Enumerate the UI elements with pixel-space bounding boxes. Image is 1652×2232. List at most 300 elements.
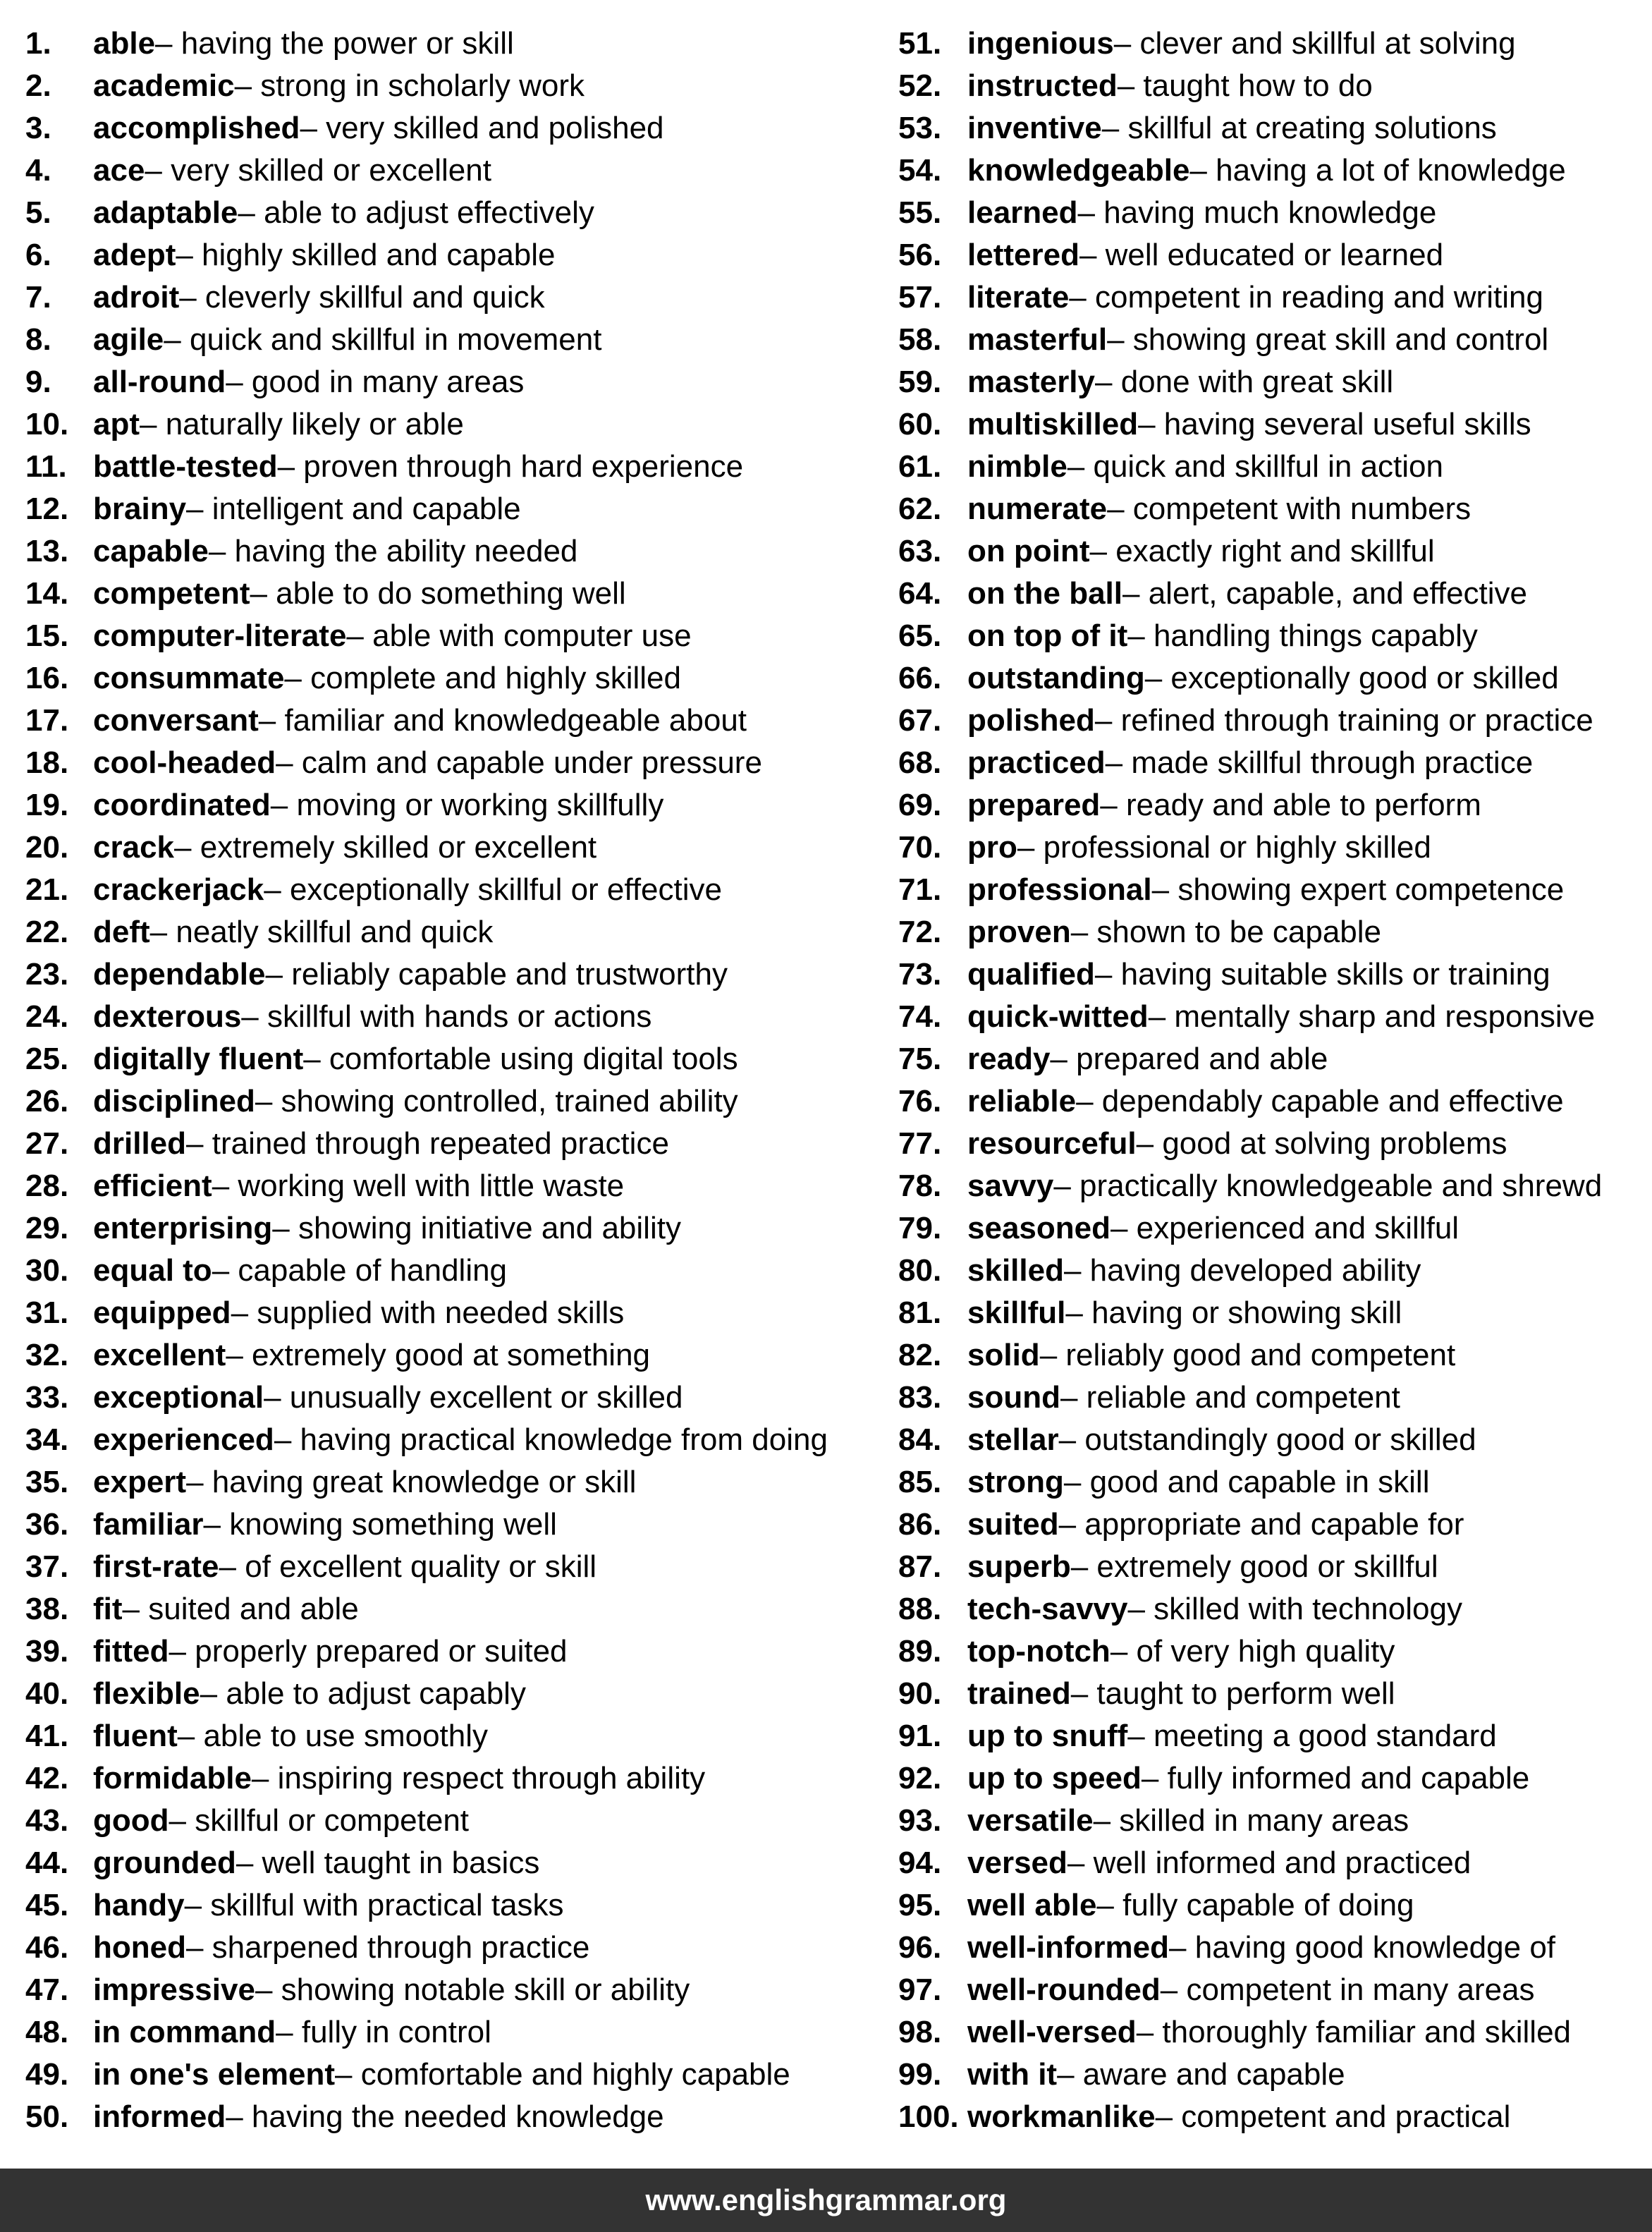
item-number: 58.	[898, 322, 942, 357]
item-definition: – highly skilled and capable	[176, 238, 556, 272]
item-word: pro	[967, 830, 1017, 865]
list-item	[25, 1842, 871, 1884]
item-word: outstanding	[967, 661, 1145, 695]
item-number: 14.	[25, 576, 69, 611]
item-number: 74.	[898, 999, 942, 1034]
item-number: 64.	[898, 576, 942, 611]
item-definition: – taught how to do	[1117, 68, 1373, 103]
item-word: fluent	[93, 1719, 178, 1753]
item-definition: – meeting a good standard	[1127, 1719, 1497, 1753]
item-word: familiar	[93, 1507, 204, 1542]
item-definition: – skilled with technology	[1127, 1592, 1462, 1626]
item-word: battle-tested	[93, 449, 278, 484]
list-item	[898, 996, 1646, 1038]
list-item	[898, 1292, 1646, 1334]
item-number: 75.	[898, 1042, 942, 1076]
list-item	[25, 996, 871, 1038]
item-definition: – outstandingly good or skilled	[1058, 1422, 1476, 1457]
item-number: 27.	[25, 1126, 69, 1161]
item-definition: – having suitable skills or training	[1094, 957, 1550, 992]
item-definition: – thoroughly familiar and skilled	[1136, 2015, 1572, 2049]
item-definition: – mentally sharp and responsive	[1148, 999, 1596, 1034]
list-item	[898, 1123, 1646, 1165]
item-number: 43.	[25, 1803, 69, 1838]
item-definition: – strong in scholarly work	[234, 68, 585, 103]
item-number: 38.	[25, 1592, 69, 1626]
item-word: proven	[967, 915, 1071, 949]
item-definition: – capable of handling	[212, 1253, 508, 1288]
item-number: 51.	[898, 26, 942, 61]
item-number: 45.	[25, 1888, 69, 1922]
item-word: excellent	[93, 1338, 226, 1372]
item-number: 55.	[898, 195, 942, 230]
item-number: 41.	[25, 1719, 69, 1753]
list-item	[898, 150, 1646, 192]
item-number: 37.	[25, 1549, 69, 1584]
item-definition: – showing expert competence	[1151, 872, 1565, 907]
list-item	[25, 1250, 871, 1292]
item-number: 54.	[898, 153, 942, 188]
item-definition: – showing notable skill or ability	[255, 1972, 690, 2007]
item-word: fit	[93, 1592, 123, 1626]
item-number: 63.	[898, 534, 942, 568]
item-number: 97.	[898, 1972, 942, 2007]
item-word: ready	[967, 1042, 1051, 1076]
item-number: 31.	[25, 1295, 69, 1330]
list-item	[898, 2096, 1646, 2138]
footer-website: www.englishgrammar.org	[645, 2183, 1007, 2216]
item-definition: – competent with numbers	[1107, 492, 1471, 526]
item-definition: – refined through training or practice	[1094, 703, 1593, 738]
item-word: well-informed	[967, 1930, 1170, 1965]
list-item	[898, 65, 1646, 107]
item-word: solid	[967, 1338, 1040, 1372]
item-definition: – sharpened through practice	[185, 1930, 590, 1965]
item-number: 18.	[25, 745, 69, 780]
item-number: 15.	[25, 618, 69, 653]
list-item	[25, 1884, 871, 1927]
list-item	[898, 488, 1646, 530]
item-definition: – quick and skillful in action	[1067, 449, 1443, 484]
list-item	[25, 1630, 871, 1673]
item-number: 81.	[898, 1295, 942, 1330]
list-item	[25, 1800, 871, 1842]
item-word: flexible	[93, 1676, 200, 1711]
item-number: 94.	[898, 1846, 942, 1880]
item-definition: – trained through repeated practice	[186, 1126, 669, 1161]
item-definition: – experienced and skillful	[1110, 1211, 1460, 1245]
item-number: 11.	[25, 449, 67, 484]
item-number: 4.	[25, 153, 51, 188]
item-word: strong	[967, 1465, 1064, 1499]
list-item	[25, 403, 871, 446]
item-definition: – appropriate and capable for	[1058, 1507, 1464, 1542]
item-word: impressive	[93, 1972, 255, 2007]
item-word: seasoned	[967, 1211, 1110, 1245]
item-definition: – skilled in many areas	[1093, 1803, 1409, 1838]
item-word: quick-witted	[967, 999, 1149, 1034]
item-number: 86.	[898, 1507, 942, 1542]
list-item	[898, 1884, 1646, 1927]
item-word: coordinated	[93, 788, 271, 822]
item-word: informed	[93, 2099, 226, 2134]
list-item	[25, 65, 871, 107]
list-item	[898, 1377, 1646, 1419]
list-item	[898, 953, 1646, 996]
item-definition: – working well with little waste	[212, 1169, 625, 1203]
list-item	[898, 1715, 1646, 1757]
item-definition: – fully in control	[276, 2015, 491, 2049]
item-number: 83.	[898, 1380, 942, 1415]
item-definition: – having several useful skills	[1138, 407, 1531, 441]
item-word: deft	[93, 915, 150, 949]
item-definition: – inspiring respect through ability	[251, 1761, 706, 1795]
item-definition: – aware and capable	[1057, 2057, 1345, 2092]
item-word: knowledgeable	[967, 153, 1190, 188]
item-definition: – having practical knowledge from doing	[274, 1422, 828, 1457]
list-item	[898, 107, 1646, 150]
item-number: 73.	[898, 957, 942, 992]
item-word: computer-literate	[93, 618, 347, 653]
item-word: masterly	[967, 365, 1096, 399]
item-number: 61.	[898, 449, 942, 484]
item-word: instructed	[967, 68, 1118, 103]
list-item	[898, 23, 1646, 65]
item-definition: – having much knowledge	[1077, 195, 1437, 230]
item-word: numerate	[967, 492, 1108, 526]
item-number: 59.	[898, 365, 942, 399]
item-definition: – well informed and practiced	[1067, 1846, 1471, 1880]
item-definition: – competent in reading and writing	[1069, 280, 1543, 315]
item-number: 87.	[898, 1549, 942, 1584]
item-word: inventive	[967, 111, 1102, 145]
item-definition: – prepared and able	[1050, 1042, 1328, 1076]
item-definition: – complete and highly skilled	[284, 661, 681, 695]
item-word: versed	[967, 1846, 1067, 1880]
item-number: 33.	[25, 1380, 69, 1415]
item-number: 3.	[25, 111, 51, 145]
item-definition: – good and capable in skill	[1063, 1465, 1430, 1499]
list-item	[25, 1927, 871, 1969]
item-number: 71.	[898, 872, 942, 907]
item-definition: – knowing something well	[203, 1507, 557, 1542]
item-number: 35.	[25, 1465, 69, 1499]
item-word: agile	[93, 322, 164, 357]
list-item	[898, 2011, 1646, 2054]
item-word: academic	[93, 68, 235, 103]
item-definition: – calm and capable under pressure	[276, 745, 762, 780]
item-definition: – extremely skilled or excellent	[174, 830, 597, 865]
list-item	[25, 1588, 871, 1630]
item-word: first-rate	[93, 1549, 219, 1584]
list-item	[25, 1546, 871, 1588]
list-item	[898, 615, 1646, 657]
item-number: 40.	[25, 1676, 69, 1711]
list-item	[898, 869, 1646, 911]
item-number: 6.	[25, 238, 51, 272]
item-word: dexterous	[93, 999, 242, 1034]
item-number: 96.	[898, 1930, 942, 1965]
item-number: 20.	[25, 830, 69, 865]
item-word: in one's element	[93, 2057, 335, 2092]
item-word: savvy	[967, 1169, 1054, 1203]
item-word: drilled	[93, 1126, 187, 1161]
list-item	[898, 1800, 1646, 1842]
list-item	[898, 403, 1646, 446]
item-word: on top of it	[967, 618, 1128, 653]
item-word: dependable	[93, 957, 266, 992]
item-definition: – fully informed and capable	[1141, 1761, 1530, 1795]
list-item	[898, 1080, 1646, 1123]
item-definition: – reliable and competent	[1060, 1380, 1400, 1415]
item-word: superb	[967, 1549, 1071, 1584]
item-word: disciplined	[93, 1084, 255, 1118]
item-word: conversant	[93, 703, 259, 738]
item-definition: – skillful at creating solutions	[1101, 111, 1497, 145]
item-number: 21.	[25, 872, 69, 907]
item-word: workmanlike	[967, 2099, 1156, 2134]
item-definition: – clever and skillful at solving	[1113, 26, 1516, 61]
list-item	[898, 446, 1646, 488]
list-item	[25, 2096, 871, 2138]
item-definition: – unusually excellent or skilled	[264, 1380, 683, 1415]
item-definition: – made skillful through practice	[1105, 745, 1534, 780]
item-number: 7.	[25, 280, 51, 315]
item-number: 48.	[25, 2015, 69, 2049]
item-definition: – of excellent quality or skill	[219, 1549, 597, 1584]
list-item	[25, 1123, 871, 1165]
item-number: 47.	[25, 1972, 69, 2007]
item-word: handy	[93, 1888, 185, 1922]
list-item	[25, 1504, 871, 1546]
item-word: experienced	[93, 1422, 274, 1457]
item-word: apt	[93, 407, 140, 441]
item-word: multiskilled	[967, 407, 1139, 441]
item-number: 29.	[25, 1211, 69, 1245]
item-number: 88.	[898, 1592, 942, 1626]
item-number: 99.	[898, 2057, 942, 2092]
item-number: 68.	[898, 745, 942, 780]
list-item	[25, 1334, 871, 1377]
item-definition: – comfortable using digital tools	[303, 1042, 738, 1076]
item-word: enterprising	[93, 1211, 273, 1245]
item-definition: – professional or highly skilled	[1017, 830, 1431, 865]
list-item	[898, 1673, 1646, 1715]
list-item	[25, 953, 871, 996]
item-number: 10.	[25, 407, 69, 441]
item-word: ace	[93, 153, 145, 188]
item-definition: – having the power or skill	[155, 26, 514, 61]
item-definition: – intelligent and capable	[186, 492, 521, 526]
list-item	[898, 1419, 1646, 1461]
list-item	[25, 2011, 871, 2054]
item-number: 72.	[898, 915, 942, 949]
item-word: resourceful	[967, 1126, 1137, 1161]
list-item	[25, 573, 871, 615]
item-word: versatile	[967, 1803, 1094, 1838]
item-word: adroit	[93, 280, 180, 315]
item-word: crackerjack	[93, 872, 264, 907]
item-word: sound	[967, 1380, 1060, 1415]
item-word: prepared	[967, 788, 1101, 822]
item-word: practiced	[967, 745, 1106, 780]
item-definition: – extremely good at something	[226, 1338, 651, 1372]
list-item	[898, 1038, 1646, 1080]
item-number: 39.	[25, 1634, 69, 1669]
item-definition: – supplied with needed skills	[231, 1295, 625, 1330]
list-item	[898, 1546, 1646, 1588]
item-number: 90.	[898, 1676, 942, 1711]
list-item	[898, 1250, 1646, 1292]
item-number: 44.	[25, 1846, 69, 1880]
item-number: 46.	[25, 1930, 69, 1965]
item-definition: – done with great skill	[1095, 365, 1394, 399]
item-number: 32.	[25, 1338, 69, 1372]
item-word: cool-headed	[93, 745, 276, 780]
list-item	[898, 234, 1646, 276]
item-definition: – taught to perform well	[1070, 1676, 1395, 1711]
list-item	[898, 911, 1646, 953]
item-definition: – skillful with practical tasks	[184, 1888, 564, 1922]
item-word: lettered	[967, 238, 1079, 272]
list-item	[898, 827, 1646, 869]
item-word: consummate	[93, 661, 285, 695]
list-item	[25, 742, 871, 784]
list-item	[25, 234, 871, 276]
list-item	[25, 1757, 871, 1800]
list-item	[25, 107, 871, 150]
item-definition: – exactly right and skillful	[1089, 534, 1435, 568]
item-number: 79.	[898, 1211, 942, 1245]
list-item	[25, 1419, 871, 1461]
item-number: 82.	[898, 1338, 942, 1372]
list-item	[25, 615, 871, 657]
list-item	[898, 1334, 1646, 1377]
item-number: 49.	[25, 2057, 69, 2092]
item-definition: – good in many areas	[226, 365, 525, 399]
item-definition: – neatly skillful and quick	[149, 915, 494, 949]
item-definition: – very skilled and polished	[300, 111, 664, 145]
item-word: ingenious	[967, 26, 1114, 61]
item-definition: – showing controlled, trained ability	[255, 1084, 738, 1118]
item-definition: – good at solving problems	[1136, 1126, 1507, 1161]
list-item	[25, 192, 871, 234]
item-definition: – competent and practical	[1155, 2099, 1511, 2134]
item-definition: – cleverly skillful and quick	[179, 280, 545, 315]
item-number: 12.	[25, 492, 69, 526]
item-definition: – alert, capable, and effective	[1122, 576, 1528, 611]
item-word: up to snuff	[967, 1719, 1128, 1753]
item-number: 53.	[898, 111, 942, 145]
item-definition: – ready and able to perform	[1100, 788, 1481, 822]
item-number: 67.	[898, 703, 942, 738]
item-number: 85.	[898, 1465, 942, 1499]
item-word: all-round	[93, 365, 226, 399]
list-item	[25, 911, 871, 953]
item-definition: – reliably capable and trustworthy	[265, 957, 728, 992]
item-number: 23.	[25, 957, 69, 992]
item-word: up to speed	[967, 1761, 1142, 1795]
list-item	[898, 1165, 1646, 1207]
item-word: able	[93, 26, 156, 61]
item-word: good	[93, 1803, 169, 1838]
item-number: 78.	[898, 1169, 942, 1203]
item-number: 25.	[25, 1042, 69, 1076]
item-definition: – having good knowledge of	[1169, 1930, 1556, 1965]
item-number: 80.	[898, 1253, 942, 1288]
item-definition: – fully capable of doing	[1096, 1888, 1414, 1922]
list-item	[898, 1588, 1646, 1630]
item-word: equal to	[93, 1253, 212, 1288]
list-item	[25, 1673, 871, 1715]
list-item	[898, 530, 1646, 573]
item-word: professional	[967, 872, 1152, 907]
item-definition: – able to do something well	[250, 576, 626, 611]
item-word: nimble	[967, 449, 1067, 484]
item-definition: – shown to be capable	[1070, 915, 1382, 949]
item-number: 1.	[25, 26, 51, 61]
item-number: 28.	[25, 1169, 69, 1203]
item-definition: – dependably capable and effective	[1076, 1084, 1564, 1118]
item-number: 16.	[25, 661, 69, 695]
item-number: 57.	[898, 280, 942, 315]
item-word: honed	[93, 1930, 186, 1965]
item-number: 52.	[898, 68, 942, 103]
list-item	[25, 784, 871, 827]
item-word: crack	[93, 830, 175, 865]
list-item	[25, 1165, 871, 1207]
item-definition: – competent in many areas	[1160, 1972, 1535, 2007]
item-word: skillful	[967, 1295, 1066, 1330]
item-number: 36.	[25, 1507, 69, 1542]
item-word: grounded	[93, 1846, 236, 1880]
item-word: digitally fluent	[93, 1042, 304, 1076]
item-word: learned	[967, 195, 1078, 230]
item-word: on point	[967, 534, 1090, 568]
list-item	[898, 319, 1646, 361]
list-item	[898, 2054, 1646, 2096]
list-item	[25, 1038, 871, 1080]
list-item	[25, 1377, 871, 1419]
list-item	[898, 700, 1646, 742]
item-definition: – able to use smoothly	[177, 1719, 489, 1753]
list-item	[25, 1461, 871, 1504]
list-item	[898, 1842, 1646, 1884]
item-number: 42.	[25, 1761, 69, 1795]
list-item	[25, 1969, 871, 2011]
item-definition: – moving or working skillfully	[270, 788, 664, 822]
right-column	[898, 23, 1646, 2138]
list-item	[25, 319, 871, 361]
list-item	[898, 784, 1646, 827]
item-word: well able	[967, 1888, 1097, 1922]
item-number: 13.	[25, 534, 69, 568]
item-word: competent	[93, 576, 250, 611]
list-item	[25, 1292, 871, 1334]
item-word: well-rounded	[967, 1972, 1161, 2007]
item-definition: – able with computer use	[346, 618, 692, 653]
item-number: 60.	[898, 407, 942, 441]
list-item	[25, 1715, 871, 1757]
list-item	[898, 657, 1646, 700]
item-word: trained	[967, 1676, 1071, 1711]
item-number: 34.	[25, 1422, 69, 1457]
list-item	[25, 530, 871, 573]
item-word: reliable	[967, 1084, 1077, 1118]
item-word: brainy	[93, 492, 187, 526]
item-number: 93.	[898, 1803, 942, 1838]
list-item	[898, 1969, 1646, 2011]
